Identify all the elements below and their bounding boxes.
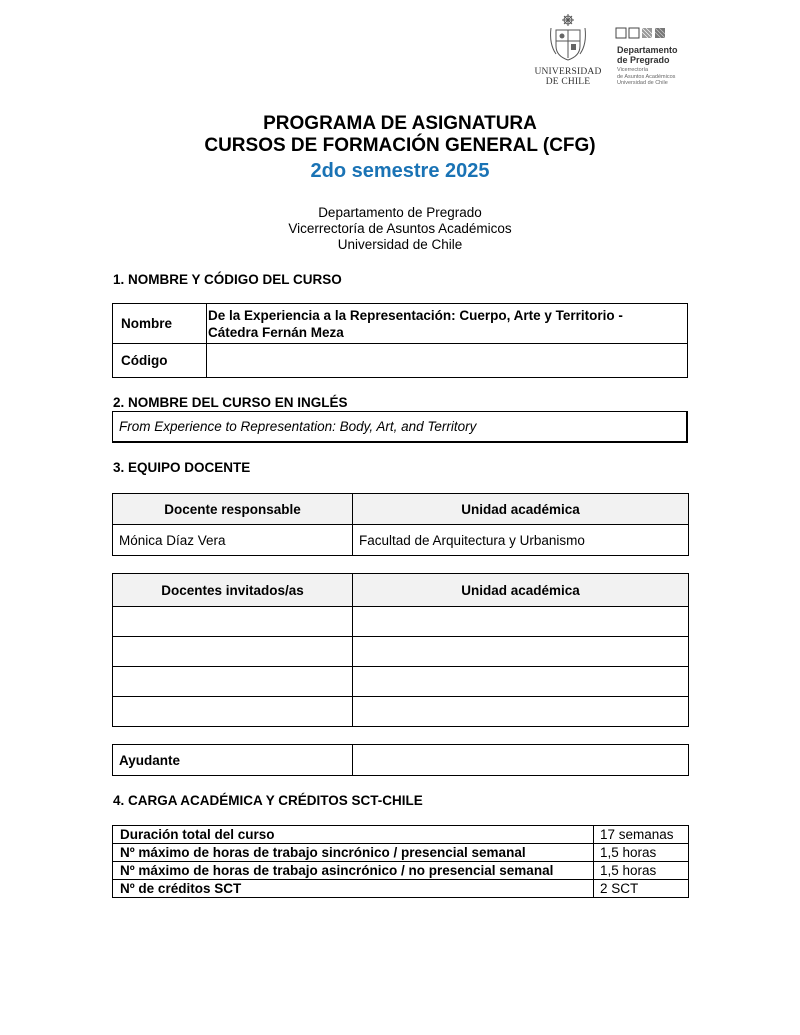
department-logo-sub2: de Asuntos Académicos <box>617 73 676 80</box>
table-row <box>113 667 689 697</box>
responsible-name: Mónica Díaz Vera <box>113 525 353 556</box>
semester-title: 2do semestre 2025 <box>310 160 490 182</box>
table-row <box>113 607 689 637</box>
name-value <box>207 304 688 344</box>
name-label: Nombre <box>113 304 207 344</box>
invited-name-cell <box>113 607 353 637</box>
table-row <box>113 637 689 667</box>
section2-heading: 2. NOMBRE DEL CURSO EN INGLÉS <box>113 395 348 410</box>
load-value: 1,5 horas <box>594 862 689 880</box>
department-logo-icon <box>615 26 675 40</box>
invited-name-cell <box>113 667 353 697</box>
invited-name-cell <box>113 697 353 727</box>
department-logo-sub3: Universidad de Chile <box>617 80 668 86</box>
issuer-line1: Departamento de Pregrado <box>318 205 482 220</box>
english-name-value: From Experience to Representation: Body, Art, and Territory <box>113 412 688 442</box>
section3-heading: 3. EQUIPO DOCENTE <box>113 460 251 475</box>
invited-unit-cell <box>353 637 689 667</box>
load-label: Nº máximo de horas de trabajo asincrónico / no presencial semanal <box>113 862 594 880</box>
table-row <box>113 844 689 862</box>
code-label: Código <box>113 344 207 378</box>
academic-load-table <box>112 825 689 898</box>
invited-unit-cell <box>353 667 689 697</box>
load-label: Nº máximo de horas de trabajo sincrónico / presencial semanal <box>113 844 594 862</box>
university-logo <box>533 14 603 87</box>
name-value-line1: De la Experiencia a la Representación: Cuerpo, Arte y Territorio - <box>208 307 623 323</box>
department-logo-sub1: Vicerrectoría <box>617 67 649 73</box>
responsible-teacher-table <box>112 493 689 556</box>
department-logo-title1: Departamento <box>617 45 678 55</box>
issuer-line3: Universidad de Chile <box>337 237 463 252</box>
load-label: Nº de créditos SCT <box>113 880 594 898</box>
table-row <box>113 862 689 880</box>
table-row <box>113 826 689 844</box>
responsible-unit-col-header: Unidad académica <box>353 494 689 525</box>
table-row <box>113 880 689 898</box>
assistant-table <box>112 744 689 776</box>
invited-unit-col-header: Unidad académica <box>353 574 689 607</box>
university-logo-line2: DE CHILE <box>545 77 591 87</box>
assistant-label: Ayudante <box>113 745 353 776</box>
university-crest-icon <box>548 14 588 62</box>
code-value <box>207 344 688 378</box>
invited-col-header: Docentes invitados/as <box>113 574 353 607</box>
invited-name-cell <box>113 637 353 667</box>
course-name-table <box>112 303 688 378</box>
table-row <box>113 525 689 556</box>
responsible-unit: Facultad de Arquitectura y Urbanismo <box>353 525 689 556</box>
assistant-value <box>353 745 689 776</box>
invited-unit-cell <box>353 607 689 637</box>
responsible-col-header: Docente responsable <box>113 494 353 525</box>
invited-teachers-table <box>112 573 689 727</box>
invited-unit-cell <box>353 697 689 727</box>
doc-title-line2: CURSOS DE FORMACIÓN GENERAL (CFG) <box>204 135 596 156</box>
table-row <box>113 697 689 727</box>
issuer-line2: Vicerrectoría de Asuntos Académicos <box>288 221 512 236</box>
load-value: 2 SCT <box>594 880 689 898</box>
department-logo-title2: de Pregrado <box>617 55 670 65</box>
doc-title-line1: PROGRAMA DE ASIGNATURA <box>263 113 537 134</box>
university-logo-line1: UNIVERSIDAD <box>534 67 602 77</box>
english-name-table <box>112 411 688 443</box>
name-value-line2: Cátedra Fernán Meza <box>208 324 344 340</box>
load-label: Duración total del curso <box>113 826 594 844</box>
section1-heading: 1. NOMBRE Y CÓDIGO DEL CURSO <box>113 272 342 287</box>
section4-heading: 4. CARGA ACADÉMICA Y CRÉDITOS SCT-CHILE <box>113 793 423 808</box>
load-value: 1,5 horas <box>594 844 689 862</box>
load-value: 17 semanas <box>594 826 689 844</box>
